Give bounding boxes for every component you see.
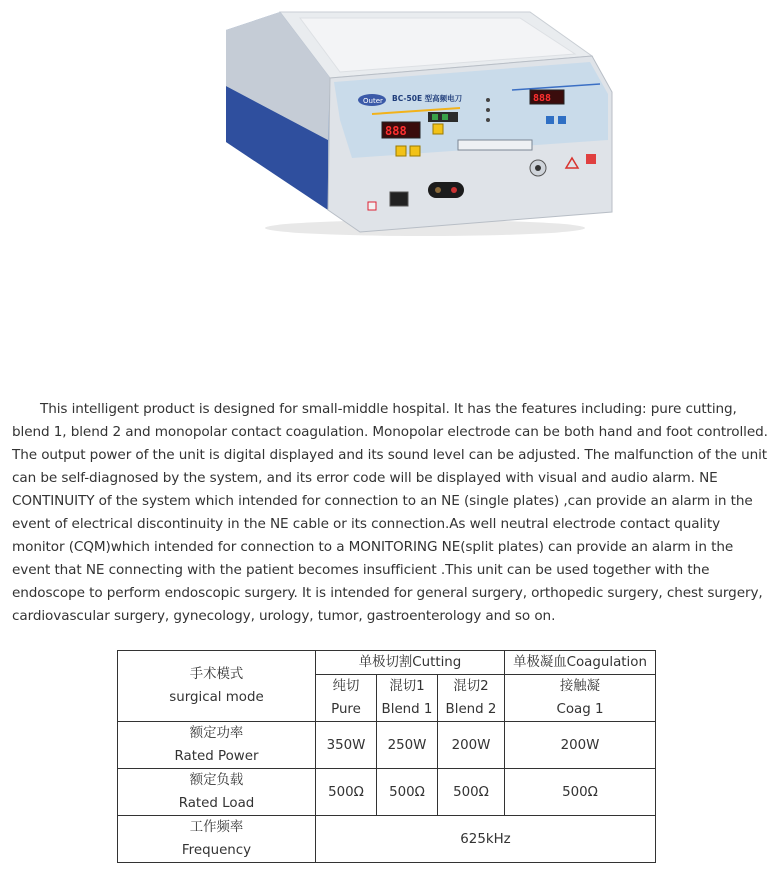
- model-label: BC-50E 型高频电刀: [392, 94, 463, 103]
- column-pure: 纯切 Pure: [316, 675, 377, 722]
- table-cell: 500Ω: [316, 769, 377, 816]
- brand-logo-text: Outer: [363, 97, 383, 105]
- surgical-mode-header: 手术模式 surgical mode: [118, 651, 316, 722]
- spec-table: [117, 650, 656, 863]
- product-description: This intelligent product is designed for small-middle hospital. It has the features including: pure cutting, blend 1, blend 2 and monopolar contact coagulation. Monopolar electrode can be both hand and foot controlled. The output power of the unit is digital displayed and its sound level can be adjusted. The malfunction of the unit can be self-diagnosed by the system, and its error code will be displayed with visual and audio alarm. NE CONTINUITY of the system which intended for connection to an NE (single plates) ,can provide an alarm in the event of electrical discontinuity in the NE cable or its connection.As well neutral electrode contact quality monitor (CQM)which intended for connection to a MONITORING NE(split plates) can provide an alarm in the event that NE connecting with the patient becomes insufficient .This unit can be used together with the endoscope to perform endoscopic surgery. It is intended for general surgery, orthopedic surgery, chest surgery, cardiovascular surgery, gynecology, urology, tumor, gastroenterology and so on.: [12, 401, 768, 624]
- column-blend-2: 混切2 Blend 2: [438, 675, 505, 722]
- frequency-value: 625kHz: [316, 816, 656, 863]
- table-cell: 200W: [438, 722, 505, 769]
- table-cell: 250W: [377, 722, 438, 769]
- right-display-digits: 888: [533, 93, 552, 104]
- rated-power-label: 额定功率 Rated Power: [118, 722, 316, 769]
- rated-load-label: 额定负载 Rated Load: [118, 769, 316, 816]
- product-image: [220, 0, 620, 238]
- frequency-label: 工作频率 Frequency: [118, 816, 316, 863]
- table-row: [118, 816, 656, 863]
- table-cell: 200W: [505, 722, 656, 769]
- column-coag-1: 接触凝 Coag 1: [505, 675, 656, 722]
- column-blend-1: 混切1 Blend 1: [377, 675, 438, 722]
- table-row: [118, 722, 656, 769]
- table-cell: 500Ω: [505, 769, 656, 816]
- coagulation-header: 单极凝血Coagulation: [505, 651, 656, 675]
- table-cell: 350W: [316, 722, 377, 769]
- left-display-digits: 888: [385, 124, 407, 138]
- table-cell: 500Ω: [377, 769, 438, 816]
- table-cell: 500Ω: [438, 769, 505, 816]
- table-row: [118, 769, 656, 816]
- table-header-row: [118, 651, 656, 675]
- electrosurgical-unit-illustration: [220, 0, 620, 238]
- cutting-header: 单极切割Cutting: [316, 651, 505, 675]
